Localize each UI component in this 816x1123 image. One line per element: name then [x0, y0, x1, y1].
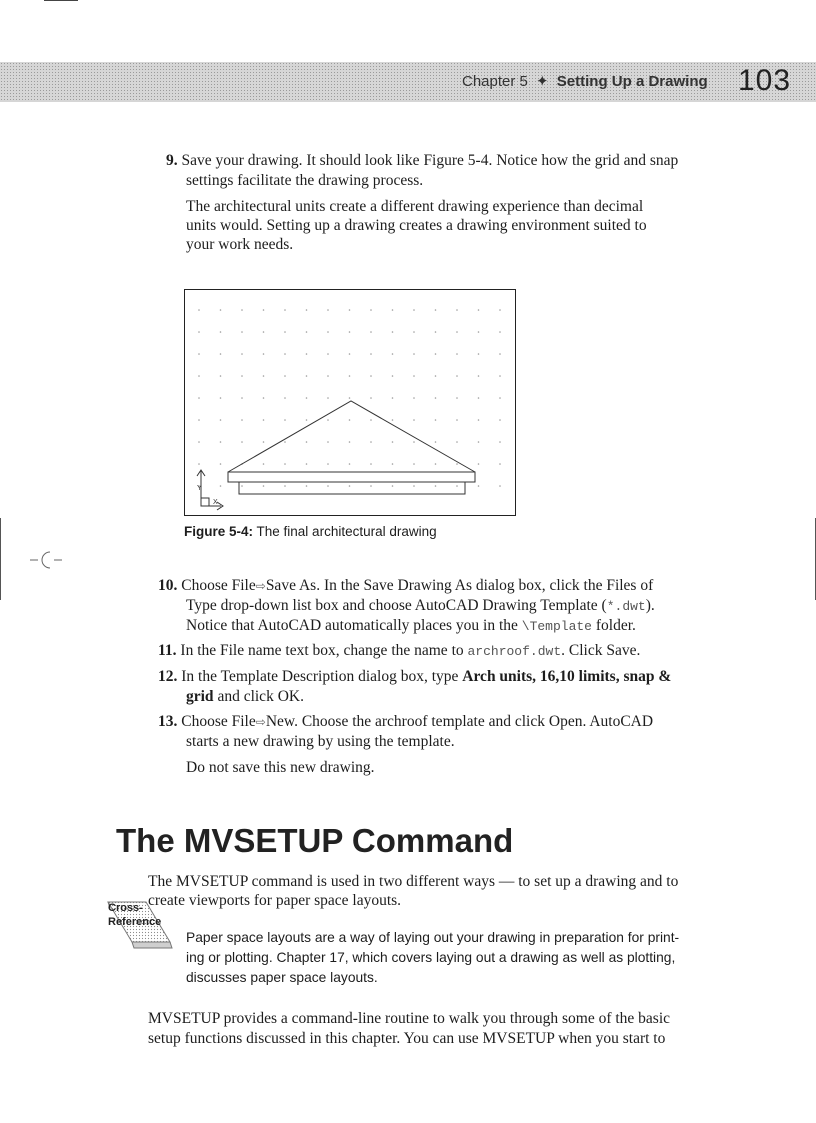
grid-dot: [284, 397, 286, 399]
grid-dot: [327, 397, 329, 399]
cross-reference-label-1: Cross-: [108, 902, 143, 914]
grid-dot: [435, 375, 437, 377]
grid-dot: [198, 463, 200, 465]
grid-dot: [413, 331, 415, 333]
grid-dot: [306, 485, 308, 487]
grid-dot: [413, 485, 415, 487]
grid-dot: [220, 331, 222, 333]
step-text: Notice that AutoCAD automatically places you in the: [186, 617, 522, 634]
grid-dot: [263, 353, 265, 355]
wall-top-plate: [239, 482, 465, 494]
grid-dot: [220, 485, 222, 487]
grid-dot: [456, 485, 458, 487]
grid-dot: [220, 397, 222, 399]
cross-reference-line2: ing or plotting. Chapter 17, which covers laying out a drawing as well as plotting,: [186, 950, 676, 965]
step-9-para-line2: units would. Setting up a drawing creates a drawing environment suited to: [186, 217, 647, 234]
grid-dot: [198, 397, 200, 399]
grid-dot: [284, 441, 286, 443]
step-text: Type drop-down list box and choose AutoCAD Drawing Template (: [186, 597, 607, 614]
grid-dot: [327, 375, 329, 377]
grid-dot: [327, 441, 329, 443]
grid-dot: [392, 375, 394, 377]
cross-reference-line3: discusses paper space layouts.: [186, 970, 378, 985]
grid-dot: [198, 419, 200, 421]
grid-dot: [306, 419, 308, 421]
grid-dot: [263, 375, 265, 377]
step-10-line3: [186, 616, 636, 637]
grid-dot: [284, 375, 286, 377]
grid-dot: [478, 419, 480, 421]
grid-dot: [263, 419, 265, 421]
step-9-cont: settings facilitate the drawing process.: [186, 172, 424, 189]
code-text: \Template: [521, 619, 592, 634]
grid-dot: [456, 375, 458, 377]
chapter-title: Setting Up a Drawing: [556, 73, 708, 90]
grid-dot: [456, 309, 458, 311]
grid-dot: [284, 485, 286, 487]
grid-dot: [435, 331, 437, 333]
grid-dot: [263, 397, 265, 399]
grid-dot: [198, 375, 200, 377]
grid-dot: [456, 419, 458, 421]
grid-dot: [392, 353, 394, 355]
grid-dot: [370, 397, 372, 399]
grid-dot: [499, 309, 501, 311]
grid-dot: [499, 331, 501, 333]
grid-dot: [370, 331, 372, 333]
grid-dot: [456, 397, 458, 399]
fascia-board: [228, 472, 475, 482]
grid-dot: [327, 309, 329, 311]
grid-dot: [241, 419, 243, 421]
cross-reference-line1: Paper space layouts are a way of laying out your drawing in preparation for print-: [186, 930, 680, 945]
grid-dot: [478, 375, 480, 377]
grid-dot: [241, 375, 243, 377]
running-header-chapter: [462, 72, 708, 90]
grid-dots: [198, 309, 501, 487]
grid-dot: [456, 463, 458, 465]
grid-dot: [370, 463, 372, 465]
step-number: 13.: [158, 713, 178, 730]
grid-dot: [327, 353, 329, 355]
step-number: 12.: [158, 668, 178, 685]
grid-dot: [220, 309, 222, 311]
grid-dot: [499, 441, 501, 443]
figure-caption: [184, 524, 437, 539]
grid-dot: [478, 309, 480, 311]
step-number: 9.: [166, 152, 178, 169]
grid-dot: [392, 485, 394, 487]
grid-dot: [349, 353, 351, 355]
grid-dot: [456, 331, 458, 333]
cross-reference-label-2: Reference: [108, 916, 162, 928]
ucs-x-label: X: [213, 499, 218, 506]
grid-dot: [198, 309, 200, 311]
header-separator: ✦: [536, 73, 549, 90]
grid-dot: [306, 309, 308, 311]
grid-dot: [413, 375, 415, 377]
grid-dot: [241, 309, 243, 311]
step-text: In the Template Description dialog box, type: [181, 668, 463, 685]
grid-dot: [306, 375, 308, 377]
step-11: [158, 641, 640, 662]
section-para2-line1: MVSETUP provides a command-line routine to walk you through some of the basic: [148, 1010, 671, 1027]
step-text: . Click Save.: [561, 642, 641, 659]
grid-dot: [220, 353, 222, 355]
section-para2-line2: setup functions discussed in this chapter. You can use MVSETUP when you start to: [148, 1030, 666, 1047]
step-9-para-line1: The architectural units create a different drawing experience than decimal: [186, 198, 644, 215]
grid-dot: [284, 463, 286, 465]
code-text: archroof.dwt: [467, 644, 562, 659]
grid-dot: [306, 463, 308, 465]
grid-dot: [478, 397, 480, 399]
grid-dot: [499, 397, 501, 399]
step-text-b: New. Choose the archroof template and click Open. AutoCAD: [265, 713, 654, 730]
grid-dot: [263, 309, 265, 311]
grid-dot: [456, 441, 458, 443]
grid-dot: [241, 485, 243, 487]
grid-dot: [435, 419, 437, 421]
figure-5-4: [184, 289, 516, 516]
grid-dot: [478, 331, 480, 333]
grid-dot: [478, 441, 480, 443]
grid-dot: [349, 331, 351, 333]
grid-dot: [284, 309, 286, 311]
grid-dot: [435, 353, 437, 355]
step-text-b: Save As. In the Save Drawing As dialog box, click the Files of: [265, 577, 654, 594]
grid-dot: [499, 419, 501, 421]
grid-dot: [306, 441, 308, 443]
grid-dot: [263, 441, 265, 443]
grid-dot: [392, 309, 394, 311]
grid-dot: [370, 419, 372, 421]
architectural-drawing: [185, 290, 514, 514]
grid-dot: [392, 463, 394, 465]
grid-dot: [284, 419, 286, 421]
step-text-a: Choose File: [181, 577, 256, 594]
grid-dot: [370, 353, 372, 355]
grid-dot: [349, 441, 351, 443]
grid-dot: [220, 463, 222, 465]
page-number: 103: [738, 64, 792, 97]
step-13-para: Do not save this new drawing.: [186, 759, 375, 776]
step-text: Save your drawing. It should look like Figure 5-4. Notice how the grid and snap: [181, 152, 679, 169]
grid-dot: [392, 331, 394, 333]
grid-dot: [263, 331, 265, 333]
step-9-para-line3: your work needs.: [186, 236, 294, 253]
step-text: and click OK.: [213, 688, 304, 705]
step-number: 10.: [158, 577, 178, 594]
grid-dot: [478, 353, 480, 355]
grid-dot: [413, 419, 415, 421]
top-crop-line: [44, 0, 78, 1]
step-10-line2: [186, 596, 655, 617]
figure-label: Figure 5-4:: [184, 524, 254, 539]
chapter-label: Chapter 5: [462, 73, 528, 90]
grid-dot: [499, 485, 501, 487]
grid-dot: [241, 397, 243, 399]
grid-dot: [198, 331, 200, 333]
grid-dot: [392, 419, 394, 421]
grid-dot: [413, 397, 415, 399]
grid-dot: [220, 441, 222, 443]
section-para1-line1: The MVSETUP command is used in two different ways — to set up a drawing and to: [148, 873, 679, 890]
grid-dot: [392, 397, 394, 399]
grid-dot: [220, 419, 222, 421]
grid-dot: [349, 463, 351, 465]
grid-dot: [349, 309, 351, 311]
typed-text: Arch units, 16,10 limits, snap &: [462, 668, 672, 685]
step-9: [166, 151, 678, 171]
grid-dot: [435, 397, 437, 399]
section-heading: The MVSETUP Command: [116, 822, 514, 859]
step-number: 11.: [158, 642, 177, 659]
grid-dot: [435, 485, 437, 487]
grid-dot: [198, 353, 200, 355]
grid-dot: [349, 397, 351, 399]
grid-dot: [478, 485, 480, 487]
grid-dot: [284, 331, 286, 333]
grid-dot: [370, 485, 372, 487]
grid-dot: [413, 353, 415, 355]
grid-dot: [499, 463, 501, 465]
grid-dot: [456, 353, 458, 355]
ucs-y-label: Y: [197, 485, 202, 492]
menu-arrow-icon: ⇨: [255, 715, 266, 729]
step-text: ).: [645, 597, 655, 614]
grid-dot: [327, 463, 329, 465]
step-10: [158, 576, 653, 596]
grid-dot: [284, 353, 286, 355]
grid-dot: [220, 375, 222, 377]
grid-dot: [435, 463, 437, 465]
grid-dot: [241, 353, 243, 355]
grid-dot: [392, 441, 394, 443]
grid-dot: [198, 441, 200, 443]
grid-dot: [349, 375, 351, 377]
cross-reference-icon: [102, 898, 174, 962]
grid-dot: [370, 441, 372, 443]
grid-dot: [327, 331, 329, 333]
grid-dot: [499, 353, 501, 355]
step-text-a: Choose File: [181, 713, 256, 730]
left-margin-rule: [0, 518, 1, 600]
grid-dot: [327, 419, 329, 421]
grid-dot: [370, 309, 372, 311]
grid-dot: [241, 441, 243, 443]
grid-dot: [306, 353, 308, 355]
grid-dot: [413, 441, 415, 443]
typed-text: grid: [186, 688, 214, 705]
step-text: folder.: [591, 617, 636, 634]
registration-mark-icon: [28, 548, 68, 572]
figure-caption-text: The final architectural drawing: [256, 524, 437, 539]
step-12: [158, 667, 671, 687]
grid-dot: [478, 463, 480, 465]
grid-dot: [349, 419, 351, 421]
menu-arrow-icon: ⇨: [255, 579, 266, 593]
roof-outline: [228, 401, 475, 472]
grid-dot: [435, 441, 437, 443]
grid-dot: [435, 309, 437, 311]
grid-dot: [263, 485, 265, 487]
code-text: *.dwt: [606, 599, 646, 614]
step-13-line2: starts a new drawing by using the template.: [186, 733, 455, 750]
grid-dot: [306, 331, 308, 333]
grid-dot: [370, 375, 372, 377]
grid-dot: [413, 309, 415, 311]
grid-dot: [306, 397, 308, 399]
grid-dot: [413, 463, 415, 465]
step-text: In the File name text box, change the name to: [180, 642, 468, 659]
section-para1-line2: create viewports for paper space layouts.: [148, 892, 402, 909]
step-13: [158, 712, 653, 732]
grid-dot: [349, 485, 351, 487]
grid-dot: [263, 463, 265, 465]
grid-dot: [499, 375, 501, 377]
step-12-line2: [186, 687, 304, 707]
grid-dot: [241, 331, 243, 333]
grid-dot: [327, 485, 329, 487]
